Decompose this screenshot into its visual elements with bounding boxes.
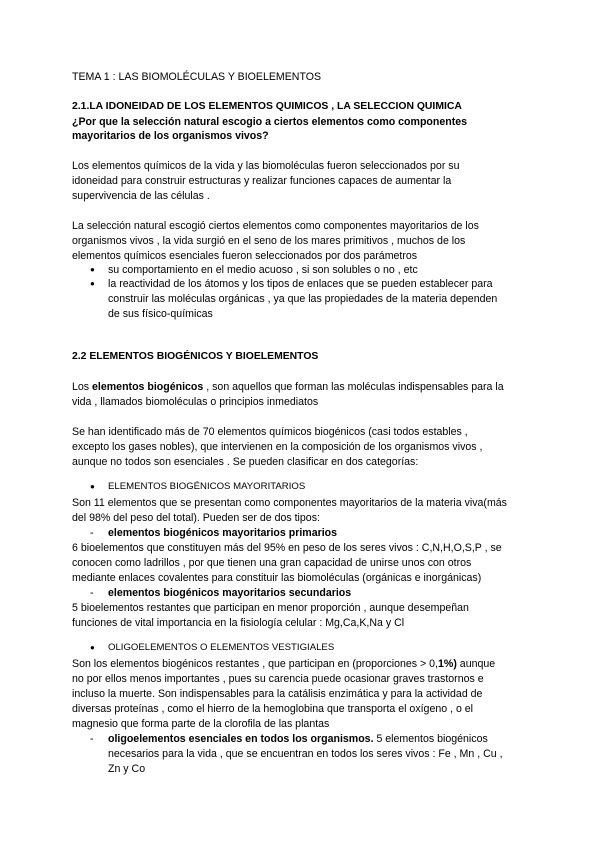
subtype-title: elementos biogénicos mayoritarios secundarios — [108, 587, 352, 599]
paragraph-line: conocen como ladrillos , por que tienen una gran capacidad de unirse unos con otros — [72, 557, 472, 569]
paragraph-line: Los elementos biogénicos , son aquellos que forman las moléculas indispensables para la — [72, 381, 504, 393]
bullet-text: la reactividad de los átomos y los tipos de enlaces que se pueden establecer para — [108, 278, 493, 290]
bullet-icon: ● — [90, 279, 95, 288]
paragraph-line: Los elementos químicos de la vida y las biomoléculas fueron seleccionados por su — [72, 160, 460, 172]
subtype-title: elementos biogénicos mayoritarios primarios — [108, 527, 338, 539]
bullet-text: de sus físico-químicas — [108, 308, 213, 320]
category-title: ELEMENTOS BIOGÉNICOS MAYORITARIOS — [108, 481, 306, 492]
document-title: TEMA 1 : LAS BIOMOLÉCULAS Y BIOELEMENTOS — [72, 71, 322, 83]
section-2-1-heading: 2.1.LA IDONEIDAD DE LOS ELEMENTOS QUIMICOS , LA SELECCION QUIMICA — [72, 101, 462, 112]
subtype-line: oligoelementos esenciales en todos los organismos. 5 elementos biogénicos — [108, 733, 488, 745]
paragraph-line: incluso la muerte. Son indispensables para la catálisis enzimática y para la actividad de — [72, 688, 483, 700]
paragraph-line: aunque no todos son esenciales . Se pueden clasificar en dos categorías: — [72, 456, 419, 468]
paragraph-line: supervivencia de las células . — [72, 190, 210, 202]
paragraph-line: Son los elementos biogénicos restantes , que participan en (proporciones > 0,1%) aunque — [72, 658, 496, 670]
subtype-line: Zn y Co — [108, 763, 146, 775]
dash-marker: - — [90, 587, 94, 599]
paragraph-line: La selección natural escogió ciertos elementos como componentes mayoritarios de los — [72, 220, 479, 232]
bullet-text: construir las moléculas orgánicas , ya que las propiedades de la materia dependen — [108, 293, 498, 305]
category-title: OLIGOELEMENTOS O ELEMENTOS VESTIGIALES — [108, 642, 335, 653]
bullet-text: su comportamiento en el medio acuoso , si son solubles o no , etc — [108, 264, 418, 276]
paragraph-line: vida , llamados biomoléculas o principios inmediatos — [72, 396, 319, 408]
subtype-line: necesarios para la vida , que se encuentran en todos los seres vivos : Fe , Mn , Cu , — [108, 748, 503, 760]
paragraph-line: no por ellos menos importantes , pues su carencia puede ocasionar graves trastornos e — [72, 673, 484, 685]
question-line: ¿Por que la selección natural escogio a ciertos elementos como componentes — [72, 116, 468, 128]
paragraph-line: funciones de vital importancia en la fisiología celular : Mg,Ca,K,Na y Cl — [72, 617, 405, 629]
paragraph-line: idoneidad para construir estructuras y realizar funciones capaces de aumentar la — [72, 175, 452, 187]
section-2-2-heading: 2.2 ELEMENTOS BIOGÉNICOS Y BIOELEMENTOS — [72, 351, 319, 362]
paragraph-line: Son 11 elementos que se presentan como componentes mayoritarios de la materia viva(más — [72, 497, 507, 509]
dash-marker: - — [90, 527, 94, 539]
bullet-icon: ● — [90, 482, 95, 491]
paragraph-line: excepto los gases nobles), que intervienen en la composición de los organismos vivos , — [72, 441, 483, 453]
paragraph-line: diversas proteínas , como el hierro de la hemoglobina que transporta el oxígeno , o el — [72, 703, 474, 715]
paragraph-line: organismos vivos , la vida surgió en el seno de los mares primitivos , muchos de los — [72, 235, 466, 247]
paragraph-line: 5 bioelementos restantes que participan en menor proporción , aunque desempeñan — [72, 602, 469, 614]
paragraph-line: magnesio que forma parte de la clorofila de las plantas — [72, 718, 330, 730]
dash-marker: - — [90, 733, 94, 745]
paragraph-line: Se han identificado más de 70 elementos químicos biogénicos (casi todos estables , — [72, 426, 468, 438]
paragraph-line: elementos químicos esenciales fueron seleccionados por dos parámetros — [72, 250, 418, 262]
question-line: mayoritarios de los organismos vivos? — [72, 130, 269, 142]
paragraph-line: 6 bioelementos que constituyen más del 95% en peso de los seres vivos : C,N,H,O,S,P , se — [72, 542, 502, 554]
bullet-icon: ● — [90, 643, 95, 652]
paragraph-line: mediante enlaces covalentes para constituir las biomoléculas (orgánicas e inorgánicas) — [72, 572, 482, 584]
bullet-icon: ● — [90, 265, 95, 274]
paragraph-line: del 98% del peso del total). Pueden ser de dos tipos: — [72, 512, 320, 524]
